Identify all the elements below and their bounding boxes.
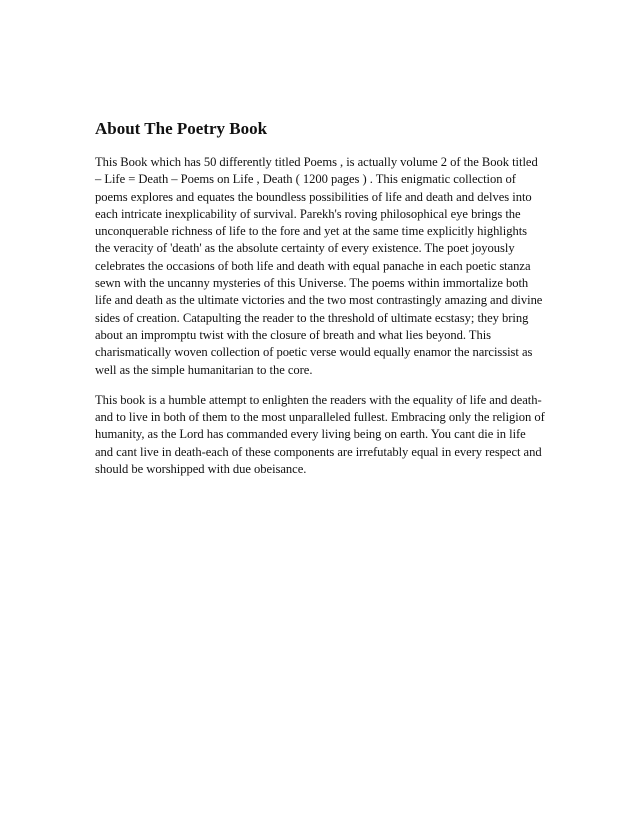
paragraph-intro: This Book which has 50 differently titled Poems , is actually volume 2 of the Book titled – Life = Death – Poems on Life , Death ( 1200 pages ) . This enigmatic collection of poems explores and equates the boundless possibilities of life and death and delves into each intricate inexplicability of survival. Parekh's roving philosophical eye brings the unconquerable richness of life to the fore and yet at the same time explicitly highlights the veracity of 'death' as the absolute certainty of every existence. The poet joyously celebrates the occasions of both life and death with equal panache in each poetic stanza sewn with the uncanny mysteries of this Universe. The poems within immortalize both life and death as the ultimate victories and the two most contrastingly amazing and divine sides of creation. Catapulting the reader to the threshold of ultimate ecstasy; they bring about an impromptu twist with the closure of breath and what lies beyond. This charismatically woven collection of poetic verse would equally enamor the narcissist as well as the simple humanitarian to the core.	[95, 155, 543, 377]
paragraph-purpose: This book is a humble attempt to enlighten the readers with the equality of life and death-and to live in both of them to the most unparalleled fullest. Embracing only the religion of humanity, as the Lord has commanded every living being on earth. You cant die in life and cant live in death-each of these components are irrefutably equal in every respect and should be worshipped with due obeisance.	[95, 392, 545, 477]
document-content	[95, 118, 545, 491]
document-title: About The Poetry Book	[95, 119, 268, 138]
